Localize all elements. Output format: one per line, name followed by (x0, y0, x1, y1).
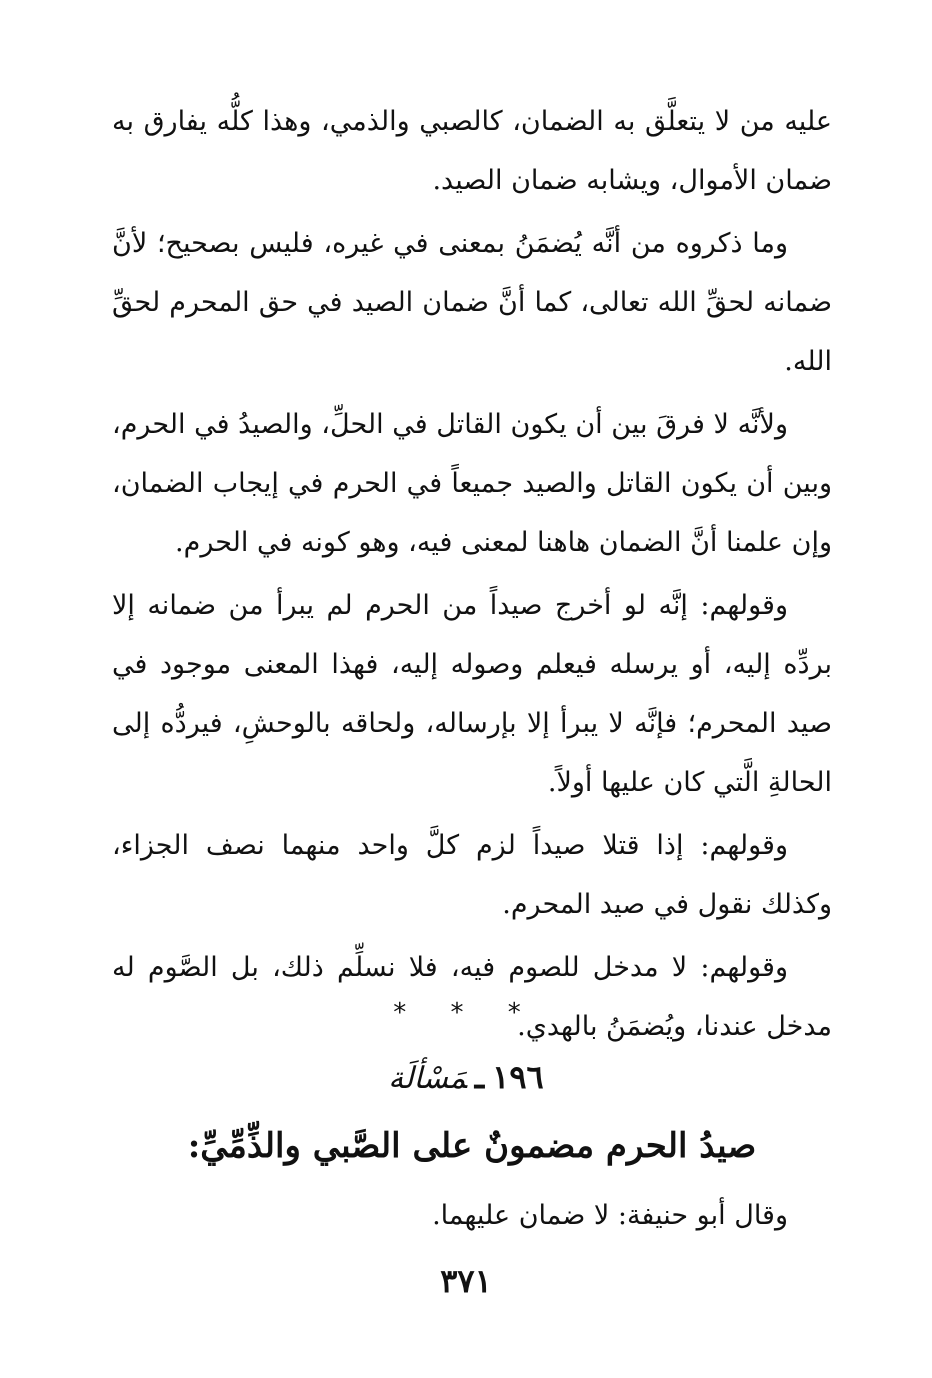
body-text (112, 92, 832, 1060)
page-number: ٣٧١ (440, 1262, 492, 1300)
paragraph-6: وقولهم: لا مدخل للصوم فيه، فلا نسلِّم ذلك، بل الصَّوم له مدخل عندنا، ويُضمَنُ بالهدي. (112, 952, 832, 1042)
section-separator: * * * (393, 998, 539, 1028)
masala-dash: ـ (474, 1058, 485, 1096)
paragraph-2: وما ذكروه من أنَّه يُضمَنُ بمعنى في غيره، فليس بصحيح؛ لأنَّ ضمانه لحقِّ الله تعالى، كما أنَّ ضمان الصيد في حق المحرم لحقِّ الله. (112, 228, 832, 377)
masala-number: ١٩٦ (492, 1058, 544, 1096)
paragraph-3: ولأنَّه لا فرقَ بين أن يكون القاتل في الحلِّ، والصيدُ في الحرم، وبين أن يكون القاتل والصيد جميعاً في الحرم في إيجاب الضمان، وإن علمنا أنَّ الضمان هاهنا لمعنى فيه، وهو كونه في الحرم. (112, 409, 832, 558)
masala-heading (0, 1052, 932, 1104)
closing-line: وقال أبو حنيفة: لا ضمان عليهما. (432, 1200, 788, 1231)
section-title: صيدُ الحرم مضمونٌ على الصَّبي والذِّمِّيِّ: (187, 1126, 757, 1166)
paragraph-4: وقولهم: إنَّه لو أخرج صيداً من الحرم لم يبرأ من ضمانه إلا بردِّه إليه، أو يرسله فيعلم وصوله إليه، فهذا المعنى موجود في صيد المحرم؛ فإنَّه لا يبرأ إلا بإرساله، ولحاقه بالوحشِ، فيردُّه إلى الحالةِ الَّتي كان عليها أولاً. (112, 590, 832, 798)
paragraph-1: عليه من لا يتعلَّق به الضمان، كالصبي والذمي، وهذا كلُّه يفارق به ضمان الأموال، ويشابه ضمان الصيد. (112, 106, 832, 196)
paragraph-5: وقولهم: إذا قتلا صيداً لزم كلَّ واحد منهما نصف الجزاء، وكذلك نقول في صيد المحرم. (112, 830, 832, 920)
masala-word: مَسْألَة (388, 1061, 467, 1096)
